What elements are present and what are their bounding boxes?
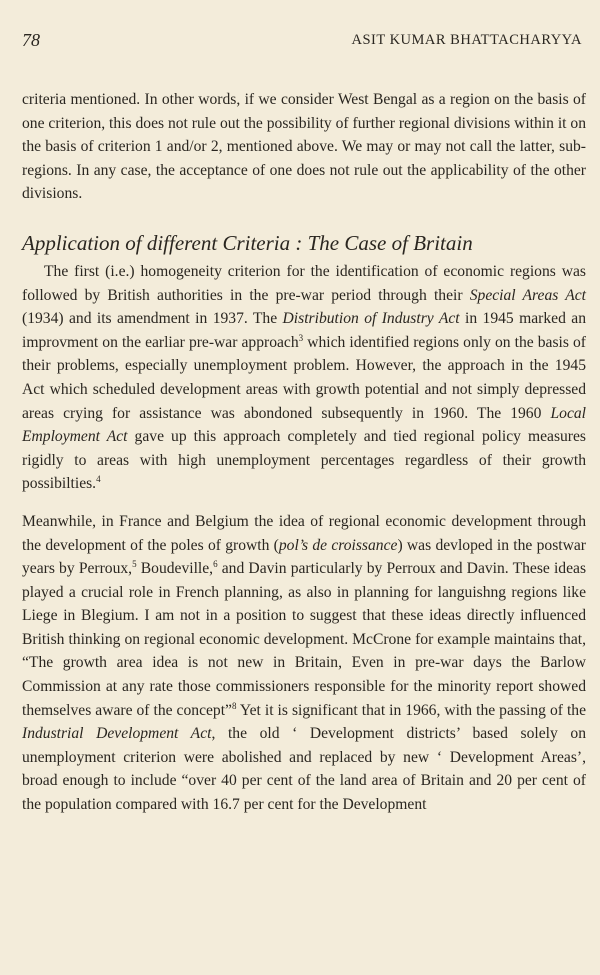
act-title: Local Employment Act: [22, 404, 586, 446]
page-header: [22, 30, 582, 56]
paragraph-britain: The first (i.e.) homogeneity criterion for the identification of economic regions was followed by British authorities in the pre-war period through their Special Areas Act (1934) and its amendment in 1937. The Distribution of Industry Act in 1945 marked an improvment on the earliar pre-war approach$^3$ which identified regions only on the basis of their problems, especially unemployment problem. However, the approach in the 1945 Act which scheduled development areas with growth potential and not simply depressed areas crying for assistance was abondoned subsequently in 1960. The 1960 Local Employment Act gave up this approach completely and tied regional policy measures rigidly to areas with high unemployment percentages regardless of their growth possibilties.$^4$: [22, 262, 587, 493]
running-head: ASIT KUMAR BHATTACHARYYA: [351, 32, 582, 48]
footnote-marker: 6: [213, 558, 218, 569]
paragraph-continuation: criteria mentioned. In other words, if we consider West Bengal as a region on the basis of one criterion, this does not rule out the possibility of further regional divisions within it on the basis of criterion 1 and/or 2, mentioned above. We may or may not call the latter, sub-regions. In any case, the acceptance of one does not rule out the applicability of the other divisions.: [22, 91, 586, 203]
footnote-marker: 8: [231, 700, 237, 711]
section-heading: Application of different Criteria : The Case of Britain: [22, 230, 473, 255]
act-title: Distribution of Industry Act: [282, 310, 460, 328]
page-number: 78: [22, 30, 40, 50]
body-text: [22, 88, 586, 817]
paragraph-growth-poles: Meanwhile, in France and Belgium the idea of regional economic development through the development of the poles of growth (pol’s de croissance) was devloped in the postwar years by Perroux,$^5$ Boudeville,$^6$ and Davin particularly by Perroux and Davin. These ideas played a crucial role in French planning, as also in planning for languishng regions like Liege in Blegium. I am not in a position to suggest that these ideas directly influenced British thinking on regional economic development. McCrone for example maintains that, “The growth area idea is not new in Britain, Even in pre-war days the Barlow Commission at any rate those commissioners responsible for the minority report showed themselves aware of the concept”$^8$ Yet it is significant that in 1966, with the passing of the Industrial Development Act, the old ‘ Development districts’ based solely on unemployment criterion were abolished and replaced by new ‘ Development Areas’, broad enough to include “over 40 per cent of the land area of Britain and 20 per cent of the population compared with 16.7 per cent for the Development: [22, 512, 587, 814]
foreign-term: pol’s de croissance: [278, 536, 398, 554]
act-title: Industrial Development Act: [22, 725, 212, 743]
footnote-marker: 5: [132, 558, 137, 569]
act-title: Special Areas Act: [469, 286, 586, 304]
footnote-marker: 3: [298, 332, 304, 343]
footnote-marker: 4: [96, 474, 101, 485]
